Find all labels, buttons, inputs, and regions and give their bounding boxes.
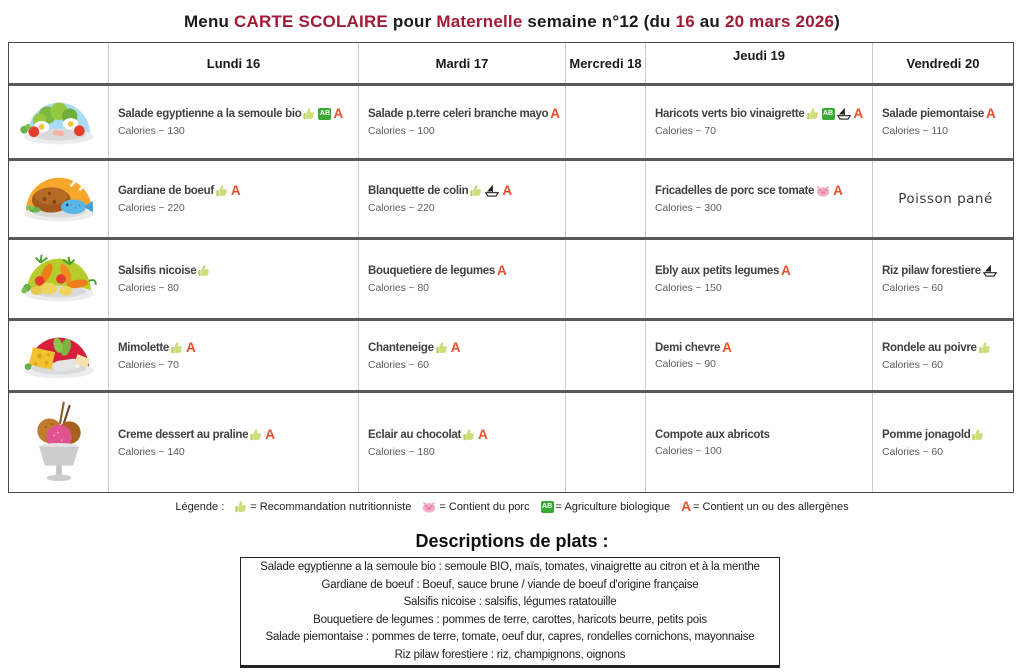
menu-cell-plat-mercredi-empty [566, 161, 646, 237]
nutrition-recommendation-icon [197, 264, 211, 278]
nutrition-recommendation-icon [978, 341, 992, 355]
dish-name: Blanquette de colin [368, 185, 469, 197]
menu-cell-entree-vendredi [873, 86, 1013, 158]
allergen-icon: A [265, 426, 275, 442]
nutrition-recommendation-icon [462, 428, 476, 442]
course-icon-cell [9, 321, 109, 390]
calories-label: Calories ~ 60 [882, 445, 943, 458]
calories-label: Calories ~ 110 [882, 124, 948, 137]
nutrition-recommendation-icon [234, 500, 248, 514]
vegetables-plate-icon [15, 249, 103, 309]
legend-item-text: = Contient du porc [439, 501, 530, 513]
dish-name: Demi chevre [655, 341, 721, 354]
fishing-boat-icon [982, 264, 998, 278]
menu-cell-legumes-lundi [109, 240, 359, 318]
allergen-icon: A [853, 106, 864, 122]
dish-line [368, 184, 561, 198]
allergen-icon: A [781, 263, 791, 279]
organic-ab-icon: AB [318, 108, 331, 120]
calories-label: Calories ~ 220 [118, 202, 185, 214]
description-line: Bouquetiere de legumes : pommes de terre, carottes, haricots beurre, petits pois [313, 613, 707, 626]
title-part: Menu [183, 12, 235, 31]
title-part: CARTE SCOLAIRE [234, 12, 388, 31]
day-header-vendredi: Vendredi 20 [906, 55, 980, 71]
description-line: Salsifis nicoise : salsifis, légumes ratatouille [403, 596, 617, 608]
pork-icon [421, 500, 437, 514]
dish-name: Riz pilaw forestiere [882, 265, 981, 277]
calories-label: Calories ~ 100 [655, 444, 722, 457]
dish-name: Salade egyptienne a la semoule bio [118, 108, 302, 120]
row-fromage [9, 321, 1013, 393]
calories-label: Calories ~ 70 [655, 125, 716, 137]
nutrition-recommendation-icon [806, 107, 820, 121]
dish-line [882, 107, 1009, 121]
nutrition-recommendation-icon [469, 184, 483, 198]
nutrition-recommendation-icon [249, 428, 263, 442]
dish-line [882, 428, 1009, 442]
dish-line [118, 184, 354, 198]
allergen-icon: A [185, 339, 196, 355]
dish-name: Compote aux abricots [655, 428, 770, 441]
cheese-plate-icon [15, 326, 103, 386]
allergen-icon: A [450, 339, 461, 355]
menu-table [8, 42, 1014, 493]
allergen-icon: A [496, 263, 507, 279]
descriptions-box [240, 557, 780, 668]
dish-line [882, 341, 1009, 355]
calories-label: Calories ~ 140 [118, 445, 185, 458]
menu-cell-dessert-jeudi [646, 393, 873, 492]
legend [0, 500, 1024, 514]
course-icon-cell [9, 240, 109, 318]
legend-item-porc [420, 500, 529, 514]
calories-label: Calories ~ 100 [368, 124, 435, 137]
menu-cell-fromage-mercredi-empty [566, 321, 646, 390]
menu-cell-fromage-jeudi [646, 321, 873, 390]
calories-label: Calories ~ 70 [118, 358, 179, 371]
allergen-icon: A [502, 183, 513, 199]
dish-line [368, 264, 561, 278]
dish-line [118, 107, 354, 121]
legend-item-text: = Agriculture biologique [555, 501, 671, 513]
legend-label: Légende : [175, 501, 225, 513]
organic-ab-icon: AB [541, 501, 554, 513]
fishing-boat-icon [484, 184, 500, 198]
dish-name: Mimolette [118, 341, 169, 354]
allergen-icon: A [478, 426, 488, 442]
course-icon-cell [9, 393, 109, 492]
day-header-lundi: Lundi 16 [109, 43, 359, 83]
dish-line [118, 264, 354, 278]
legend-item-bio [539, 501, 671, 513]
dish-line [882, 264, 1009, 278]
dish-name: Ebly aux petits legumes [655, 265, 780, 277]
menu-cell-dessert-mercredi-empty [566, 393, 646, 492]
calories-label: Calories ~ 220 [368, 202, 435, 214]
header-row [9, 43, 1013, 86]
nutrition-recommendation-icon [971, 428, 985, 442]
salad-plate-icon [15, 92, 103, 152]
calories-label: Calories ~ 80 [118, 282, 179, 294]
description-line: Salade piemontaise : pommes de terre, tomate, oeuf dur, capres, rondelles cornichons, mayonnaise [265, 631, 755, 643]
title-part: ) [834, 12, 841, 31]
menu-cell-dessert-mardi [359, 393, 566, 492]
dish-name: Salade piemontaise [882, 108, 984, 120]
nutrition-recommendation-icon [170, 341, 184, 355]
legend-item-allergenes [679, 500, 848, 514]
allergen-icon: A [681, 499, 692, 515]
calories-label: Calories ~ 180 [368, 445, 435, 458]
title-part: Maternelle [436, 12, 523, 31]
dish-line [655, 429, 868, 441]
title-part: pour [387, 12, 437, 31]
calories-label: Calories ~ 130 [118, 125, 185, 137]
organic-ab-icon: AB [822, 108, 835, 120]
row-dessert [9, 393, 1013, 492]
nutrition-recommendation-icon [435, 341, 449, 355]
allergen-icon: A [333, 106, 344, 122]
dish-line [118, 428, 354, 442]
dish-line [655, 264, 868, 278]
calories-label: Calories ~ 90 [655, 358, 716, 371]
dish-line [118, 341, 354, 355]
course-icon-cell [9, 161, 109, 237]
dish-name: Salsifis nicoise [118, 265, 197, 277]
fishing-boat-icon [836, 107, 852, 121]
menu-cell-fromage-vendredi [873, 321, 1013, 390]
meat-fish-plate-icon [15, 169, 103, 229]
menu-cell-plat-jeudi [646, 161, 873, 237]
legend-item-text: = Contient un ou des allergènes [693, 501, 849, 513]
dish-name: Gardiane de boeuf [118, 185, 214, 197]
dish-name: Haricots verts bio vinaigrette [655, 108, 805, 120]
dish-name: Bouquetiere de legumes [368, 265, 495, 277]
menu-cell-legumes-vendredi [873, 240, 1013, 318]
day-header-mercredi: Mercredi 18 [566, 43, 646, 83]
menu-cell-dessert-vendredi [873, 393, 1013, 492]
title-part: 16 [675, 12, 695, 31]
menu-cell-legumes-jeudi [646, 240, 873, 318]
calories-label: Calories ~ 60 [882, 282, 943, 294]
menu-cell-dessert-lundi [109, 393, 359, 492]
menu-cell-plat-lundi [109, 161, 359, 237]
menu-cell-plat-vendredi [873, 161, 1013, 237]
dish-name: Salade p.terre celeri branche mayo [368, 108, 549, 120]
dish-line [655, 107, 868, 121]
course-icon-cell [9, 86, 109, 158]
dish-line [368, 428, 561, 442]
dish-name: Eclair au chocolat [368, 428, 462, 441]
row-plat-principal [9, 161, 1013, 240]
description-line: Salade egyptienne a la semoule bio : semoule BIO, maïs, tomates, vinaigrette au citron et à la menthe [260, 561, 760, 573]
legend-item-recommendation [233, 500, 411, 514]
ice-cream-sundae-icon [26, 396, 92, 490]
dish-name: Chanteneige [368, 341, 434, 354]
dish-line [368, 341, 561, 355]
descriptions-heading: Descriptions de plats : [415, 531, 609, 551]
allergen-icon: A [985, 106, 996, 122]
allergen-icon: A [722, 339, 732, 355]
legend-item-text: = Recommandation nutritionniste [250, 501, 412, 513]
menu-cell-plat-mardi [359, 161, 566, 237]
calories-label: Calories ~ 150 [655, 281, 722, 294]
calories-label: Calories ~ 60 [368, 358, 429, 371]
title-part: au [694, 12, 725, 31]
menu-cell-entree-lundi [109, 86, 359, 158]
dish-line [655, 184, 868, 198]
calories-label: Calories ~ 60 [882, 358, 943, 371]
menu-cell-legumes-mercredi-empty [566, 240, 646, 318]
day-header-jeudi: Jeudi 19 [646, 43, 873, 83]
calories-label: Calories ~ 80 [368, 281, 429, 294]
dish-line [368, 107, 561, 121]
allergen-icon: A [833, 183, 843, 199]
menu-cell-entree-jeudi [646, 86, 873, 158]
menu-cell-legumes-mardi [359, 240, 566, 318]
dish-name: Rondele au poivre [882, 341, 977, 354]
nutrition-recommendation-icon [302, 107, 316, 121]
menu-cell-entree-mardi [359, 86, 566, 158]
nutrition-recommendation-icon [215, 184, 229, 198]
day-header-mardi: Mardi 17 [359, 43, 566, 83]
title-part: semaine n°12 (du [522, 12, 676, 31]
calories-label: Calories ~ 300 [655, 202, 722, 214]
dish-line [655, 341, 868, 355]
menu-cell-fromage-lundi [109, 321, 359, 390]
dish-name: Fricadelles de porc sce tomate [655, 185, 815, 197]
allergen-icon: A [230, 183, 241, 199]
description-line: Riz pilaw forestiere : riz, champignons, oignons [394, 648, 626, 661]
row-legumes [9, 240, 1013, 321]
corner-cell [9, 43, 109, 83]
dish-name: Creme dessert au praline [118, 428, 249, 441]
description-line: Gardiane de boeuf : Boeuf, sauce brune / viande de boeuf d'origine française [321, 578, 699, 591]
menu-cell-fromage-mardi [359, 321, 566, 390]
title-part: 20 mars 2026 [724, 12, 835, 31]
dish-name: Pomme jonagold [882, 428, 971, 441]
allergen-icon: A [550, 106, 561, 122]
menu-cell-entree-mercredi-empty [566, 86, 646, 158]
page-title [0, 12, 1024, 32]
pork-icon [815, 184, 831, 198]
row-entree [9, 86, 1013, 161]
dish-name: Poisson pané [898, 191, 993, 207]
